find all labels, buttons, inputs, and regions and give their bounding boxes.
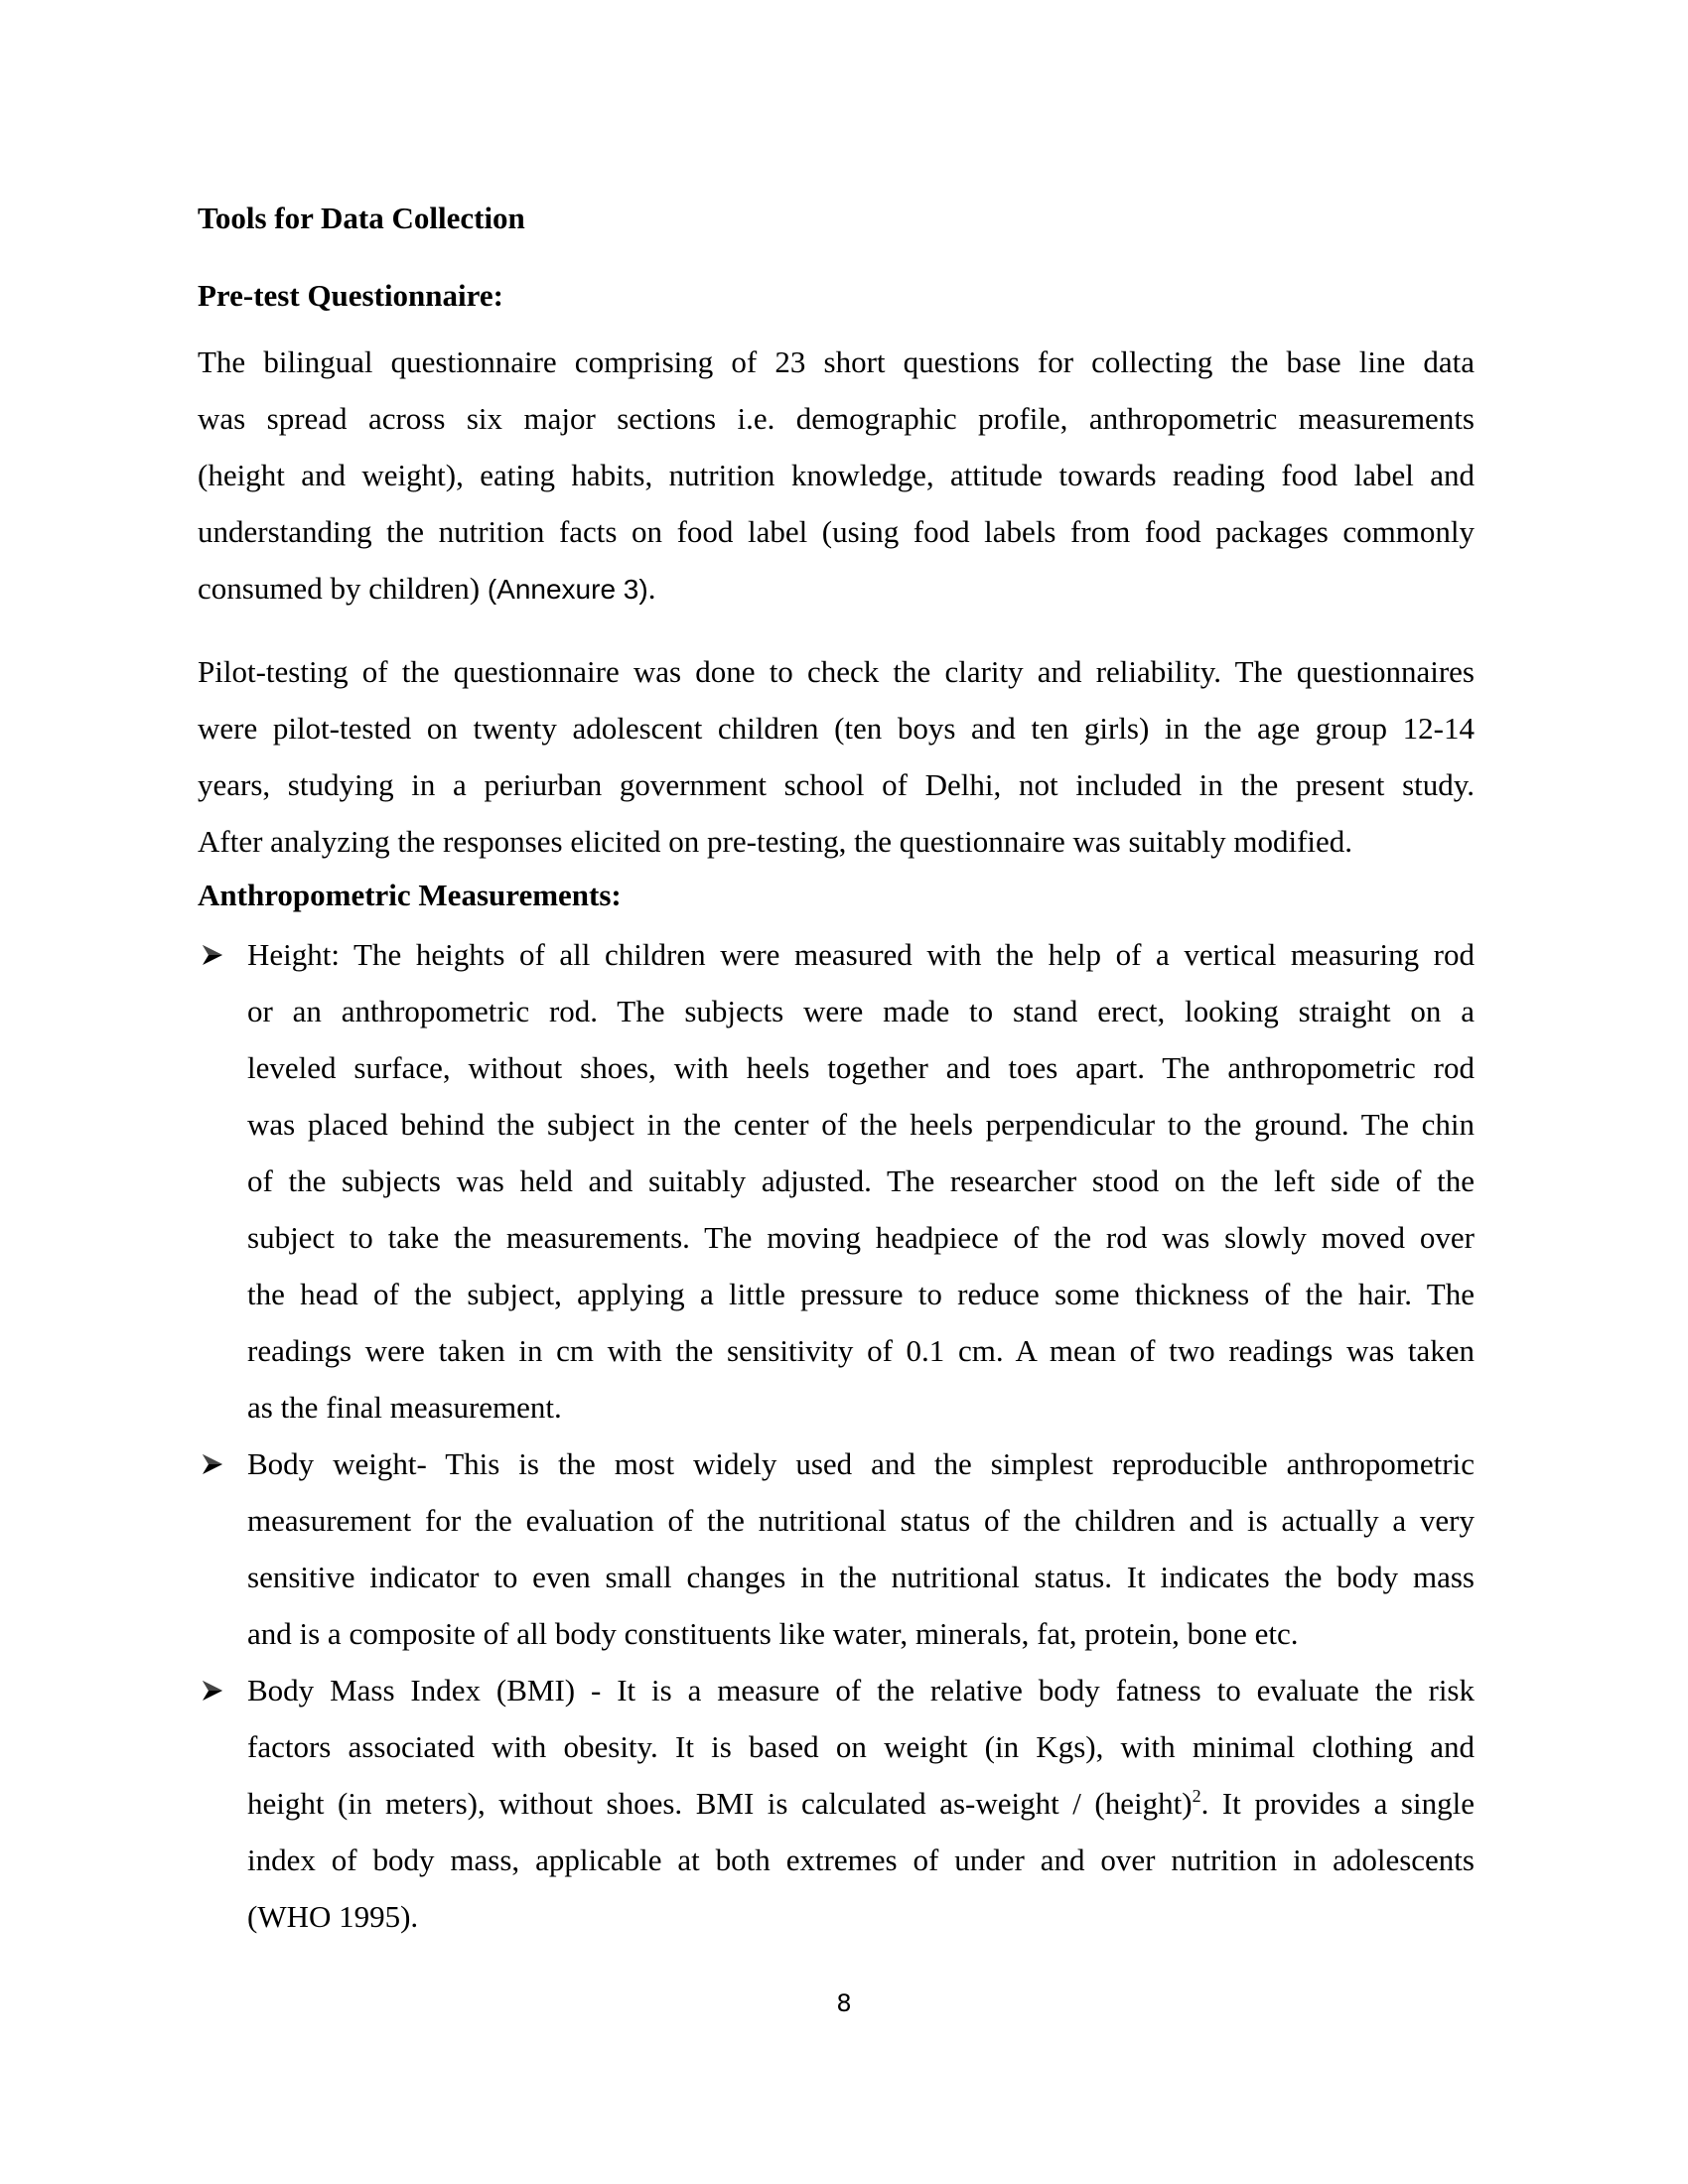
annexure-reference: (Annexure 3): [487, 574, 648, 605]
text-line: sensitive indicator to even small changes in the nutritional status. It indicates the body mass: [247, 1560, 1475, 1594]
text-line: subject to take the measurements. The moving headpiece of the rod was slowly moved over: [247, 1220, 1475, 1255]
text-line: index of body mass, applicable at both extremes of under and over nutrition in adolescents: [247, 1843, 1475, 1877]
text-line: The bilingual questionnaire comprising of 23 short questions for collecting the base line data: [198, 344, 1475, 379]
text-line: measurement for the evaluation of the nutritional status of the children and is actually a very: [247, 1503, 1475, 1538]
subheading-anthropometric-measurements: Anthropometric Measurements:: [198, 878, 622, 912]
bullet-text: [247, 1662, 1475, 1945]
text-line: [247, 1775, 1475, 1832]
text-fragment: .: [647, 571, 656, 606]
bullet-text: [247, 926, 1475, 1435]
paragraph-pilot-testing: [198, 643, 1475, 870]
text-line: [198, 560, 1475, 616]
text-fragment: height (in meters), without shoes. BMI is calculated as-weight / (height): [247, 1786, 1193, 1821]
text-line: was spread across six major sections i.e. demographic profile, anthropometric measurements: [198, 401, 1475, 436]
text-line: factors associated with obesity. It is based on weight (in Kgs), with minimal clothing and: [247, 1729, 1475, 1764]
text-line: (height and weight), eating habits, nutrition knowledge, attitude towards reading food label and: [198, 458, 1475, 492]
text-line: and is a composite of all body constituents like water, minerals, fat, protein, bone etc.: [247, 1616, 1299, 1651]
text-line: the head of the subject, applying a little pressure to reduce some thickness of the hair. The: [247, 1277, 1475, 1311]
text-line: readings were taken in cm with the sensitivity of 0.1 cm. A mean of two readings was taken: [247, 1333, 1475, 1368]
page-number: 8: [836, 1989, 852, 2017]
bullet-text: [247, 1435, 1475, 1662]
text-line: were pilot-tested on twenty adolescent children (ten boys and ten girls) in the age group 12-14: [198, 711, 1475, 746]
text-line: leveled surface, without shoes, with heels together and toes apart. The anthropometric rod: [247, 1050, 1475, 1085]
text-fragment: . It provides a single: [1200, 1786, 1475, 1821]
subheading-pretest-questionnaire: Pre-test Questionnaire:: [198, 278, 503, 313]
arrowhead-bullet-icon: [202, 1680, 223, 1702]
text-line: (WHO 1995).: [247, 1899, 419, 1934]
text-line: Body Mass Index (BMI) - It is a measure of the relative body fatness to evaluate the risk: [247, 1673, 1475, 1707]
text-line: Body weight- This is the most widely used and the simplest reproducible anthropometric: [247, 1446, 1475, 1481]
text-line: was placed behind the subject in the center of the heels perpendicular to the ground. The chin: [247, 1107, 1475, 1142]
superscript-exponent: 2: [1192, 1786, 1201, 1806]
section-heading-tools: Tools for Data Collection: [198, 201, 525, 235]
text-line: of the subjects was held and suitably adjusted. The researcher stood on the left side of the: [247, 1163, 1475, 1198]
text-line: years, studying in a periurban government school of Delhi, not included in the present study.: [198, 767, 1475, 802]
text-line: After analyzing the responses elicited on pre-testing, the questionnaire was suitably modified.: [198, 824, 1353, 859]
text-line: Pilot-testing of the questionnaire was done to check the clarity and reliability. The questionnaires: [198, 654, 1475, 689]
text-line: as the final measurement.: [247, 1390, 562, 1425]
paragraph-questionnaire-description: [198, 334, 1475, 616]
text-line: understanding the nutrition facts on food label (using food labels from food packages commonly: [198, 514, 1475, 549]
text-fragment: consumed by children): [198, 571, 488, 606]
text-line: or an anthropometric rod. The subjects were made to stand erect, looking straight on a: [247, 994, 1475, 1028]
text-line: Height: The heights of all children were measured with the help of a vertical measuring rod: [247, 937, 1475, 972]
arrowhead-bullet-icon: [202, 944, 223, 966]
arrowhead-bullet-icon: [202, 1453, 223, 1475]
